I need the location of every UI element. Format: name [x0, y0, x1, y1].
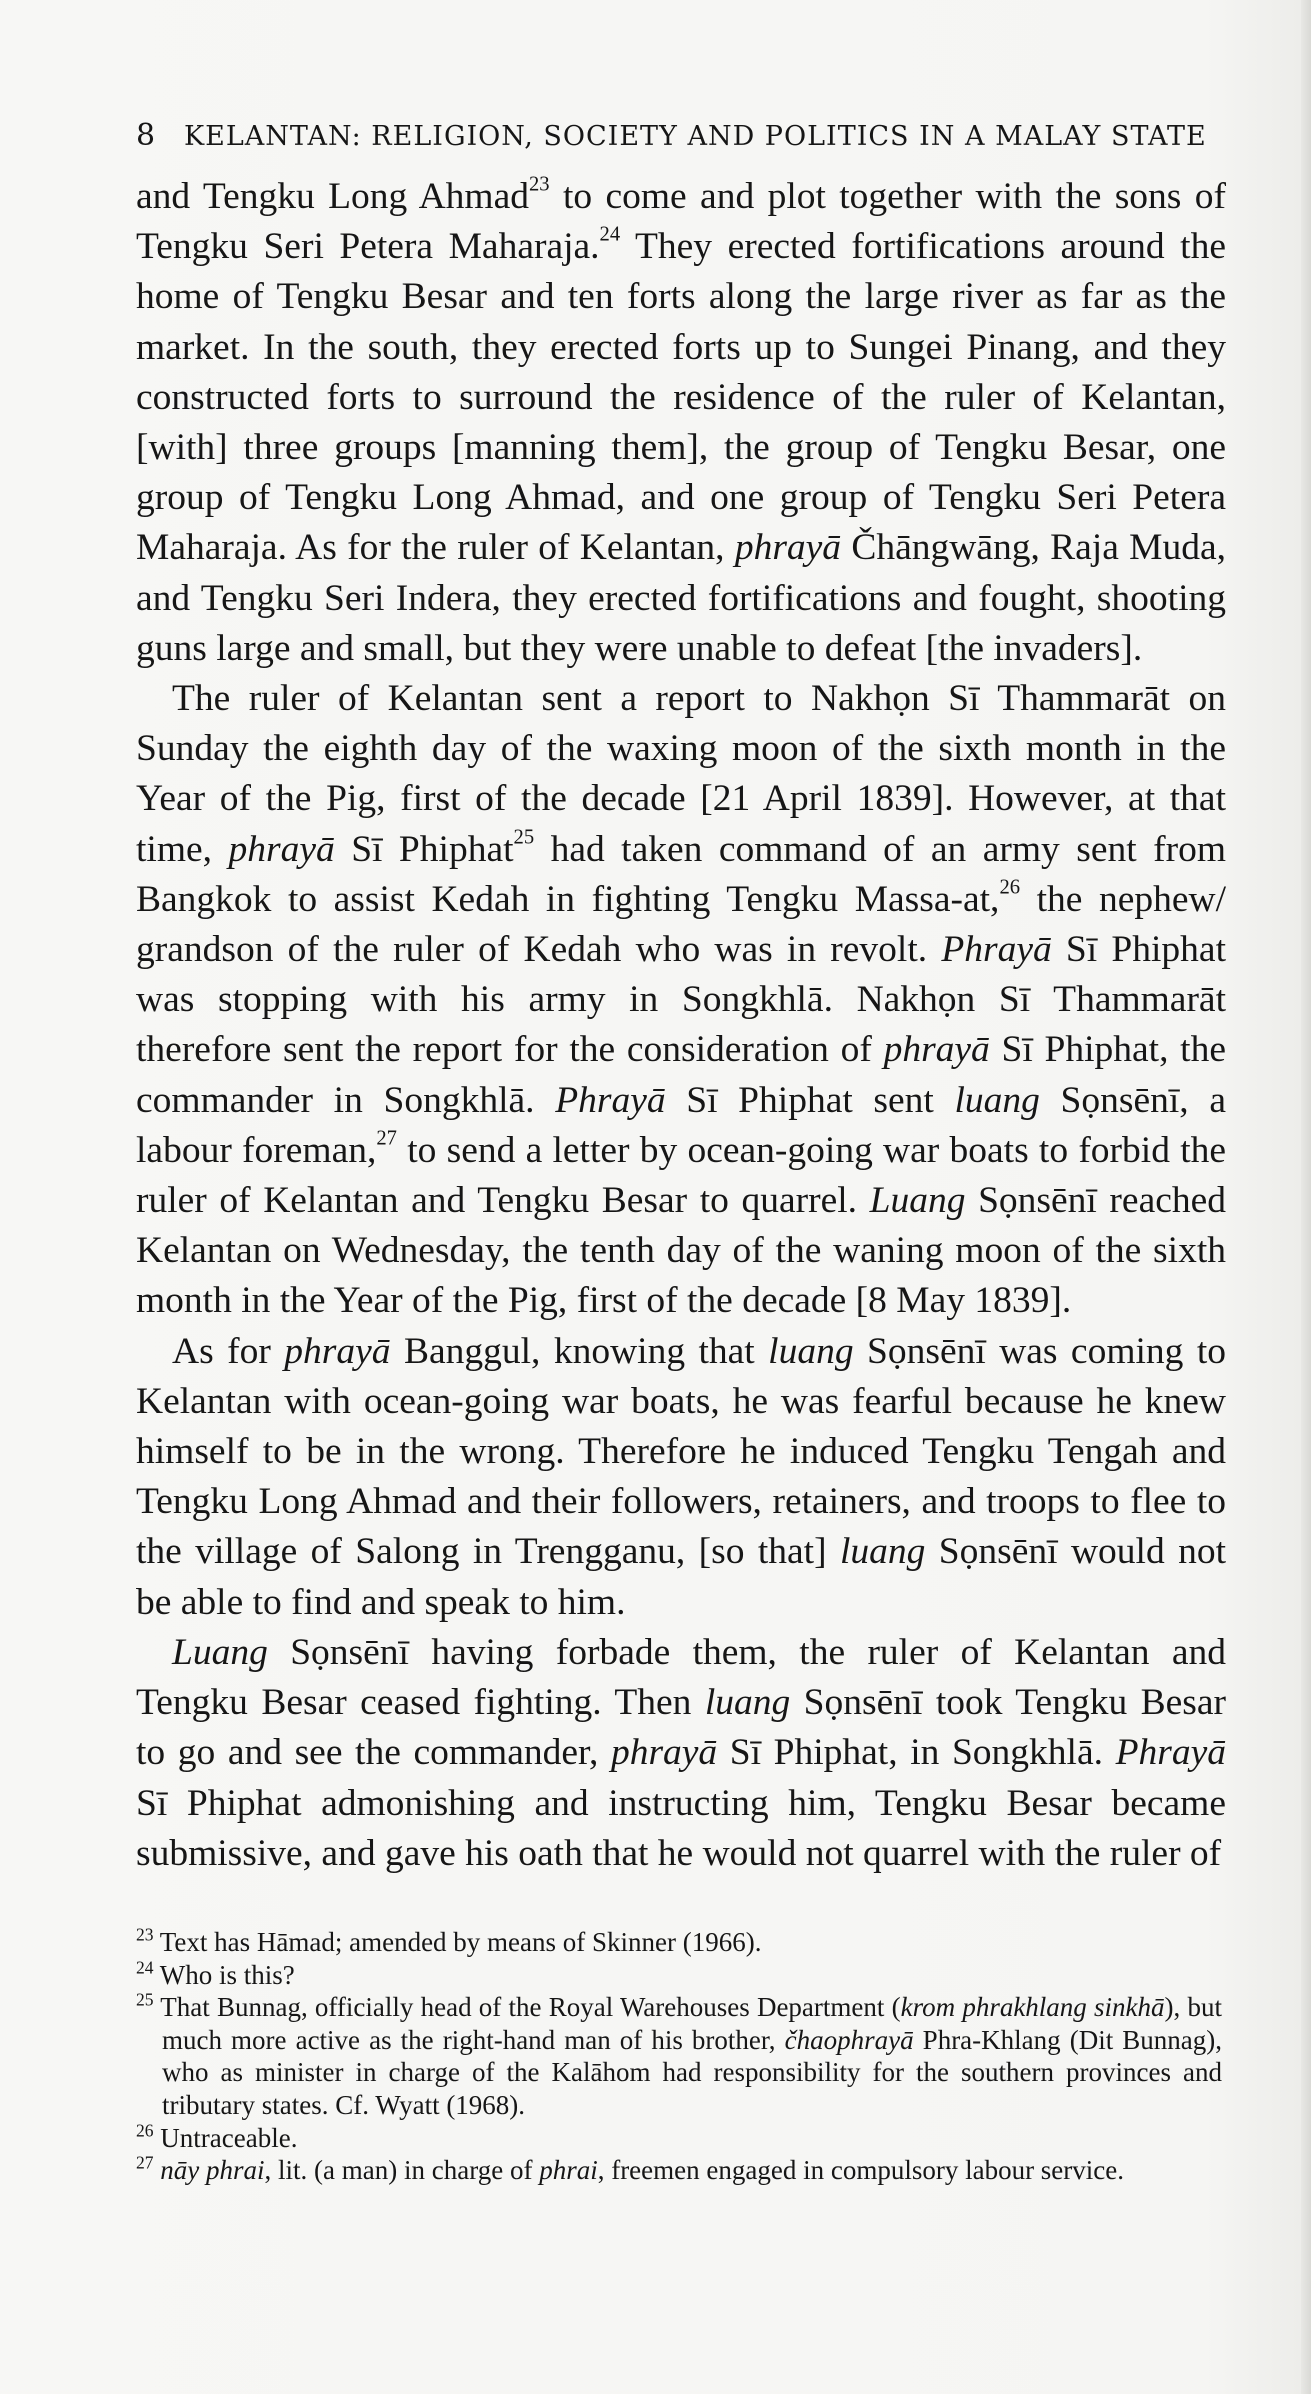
footnote-number: 25 [136, 1989, 154, 2010]
italic-term: phrayā [734, 527, 842, 569]
italic-term: čhaophrayā [784, 2024, 914, 2055]
text-run: Phra-Khlang (Dit Bunnag), who as minister in charge of the Kalāhom had responsibility for the southern provinces and tributary states. Cf. Wyatt (1968). [162, 2024, 1222, 2120]
italic-term: Phrayā [941, 929, 1052, 971]
text-run: Sī Phiphat was stopping with his army in Songkhlā. Nakhọn Sī Thammarāt therefore sent the report for the consideration of [136, 929, 1226, 1071]
text-run: Sọnsēnī reached Kelantan on Wednesday, the tenth day of the waning moon of the sixth month in the Year of the Pig, first of the decade [8 May 1839]. [136, 1180, 1226, 1322]
text-run: Sī Phiphat [334, 828, 514, 870]
text-run: Sọnsēnī was coming to Kelantan with ocean-going war boats, he was fearful because he knew himself to be in the wrong. Therefore he induced Tengku Tengah and Tengku Long Ahmad and their followers, retainers, and troops to flee to the village of Salong in Trengganu, [so that] [136, 1330, 1227, 1573]
italic-term: krom phrakhlang sinkhā [900, 1992, 1165, 2023]
text-run: the nephew/ grandson of the ruler of Kedah who was in revolt. [136, 878, 1226, 971]
text-run: Who is this? [159, 1959, 295, 1990]
page-number: 8 [136, 118, 157, 153]
text-run: and Tengku Long Ahmad [136, 176, 529, 217]
italic-term: Phrayā [1115, 1732, 1226, 1774]
text-run: Sọnsēnī would not be able to find and speak to him. [136, 1531, 1227, 1623]
text-run: Čhāngwāng, Raja Muda, and Tengku Seri Indera, they erected fortifications and fought, shooting guns large and small, but they were unable to defeat [the invaders]. [136, 527, 1226, 669]
italic-term: Luang [869, 1180, 966, 1222]
text-run: had taken command of an army sent from Bangkok to assist Kedah in fighting Tengku Massa-at, [136, 828, 1226, 920]
footnote-27 [136, 2154, 1222, 2187]
italic-term: luang [768, 1330, 854, 1372]
footnote-number: 26 [136, 2120, 154, 2141]
paragraph-1 [136, 172, 1226, 674]
footnote-number: 23 [136, 1924, 154, 1945]
italic-term: luang [704, 1682, 791, 1724]
footnote-24 [136, 1959, 1222, 1992]
footnote-ref-23: 23 [528, 173, 550, 196]
text-run: Banggul, knowing that [390, 1330, 769, 1372]
italic-term: Phrayā [555, 1079, 666, 1121]
italic-term: luang [954, 1079, 1040, 1121]
italic-term: phrayā [883, 1029, 990, 1071]
text-run: , freemen engaged in compulsory labour service. [597, 2155, 1125, 2186]
text-run: Text has Hāmad; amended by means of Skinner (1966). [159, 1927, 762, 1957]
footnote-25 [136, 1991, 1222, 2121]
italic-term: Luang [172, 1631, 268, 1673]
text-run: Sī Phiphat admonishing and instructing him, Tengku Besar became submissive, and gave his oath that he would not quarrel with the ruler of [136, 1782, 1226, 1874]
text-run: Sī Phiphat, the commander in Songkhlā. [136, 1029, 1226, 1121]
running-header [136, 118, 1207, 153]
italic-term: phrayā [228, 828, 335, 870]
paragraph-2 [136, 674, 1226, 1327]
text-run: Sī Phiphat sent [665, 1079, 955, 1121]
footnote-number: 24 [136, 1957, 154, 1978]
paragraph-4 [136, 1628, 1226, 1879]
page-edge-shadow [1301, 0, 1311, 2394]
footnotes [136, 1926, 1222, 2187]
footnote-26 [136, 2122, 1222, 2155]
italic-term: nāy phrai [160, 2155, 265, 2186]
text-run: They erected fortifications around the home of Tengku Besar and ten forts along the large river as far as the market. In the south, they erected forts up to Sungei Pinang, and they constructed forts to surround the residence of the ruler of Kelantan, [with] three groups [manning them], the group of Tengku Besar, one group of Tengku Long Ahmad, and one group of Tengku Seri Petera Maharaja. As for the ruler of Kelantan, [136, 226, 1226, 569]
body-text [136, 172, 1226, 1879]
text-run: Sọnsēnī took Tengku Besar to go and see the commander, [136, 1682, 1226, 1774]
italic-term: phrayā [284, 1330, 391, 1372]
footnote-ref-24: 24 [599, 223, 621, 246]
footnote-ref-25: 25 [513, 826, 535, 849]
footnote-ref-26: 26 [999, 876, 1021, 899]
text-run: As for [172, 1330, 285, 1372]
italic-term: luang [839, 1531, 926, 1573]
italic-term: phrayā [610, 1732, 718, 1774]
text-run: Untraceable. [160, 2122, 298, 2153]
text-run: to come and plot together with the sons of Tengku Seri Petera Maharaja. [136, 176, 1226, 268]
running-title: KELANTAN: RELIGION, SOCIETY AND POLITICS IN A MALAY STATE [184, 121, 1207, 152]
text-run: , lit. (a man) in charge of [264, 2155, 540, 2186]
text-run: to send a letter by ocean-going war boats to forbid the ruler of Kelantan and Tengku Besar to quarrel. [136, 1129, 1227, 1222]
text-run: That Bunnag, officially head of the Royal Warehouses Department ( [160, 1992, 901, 2023]
paragraph-3 [136, 1327, 1226, 1628]
italic-term: phrai [539, 2155, 598, 2186]
footnote-number: 27 [136, 2152, 154, 2173]
footnote-23 [136, 1926, 1222, 1959]
text-run: The ruler of Kelantan sent a report to Nakhọn Sī Thammarāt on Sunday the eighth day of the waxing moon of the sixth month in the Year of the Pig, first of the decade [21 April 1839]. However, at that time, [136, 678, 1226, 870]
text-run: Sọnsēnī having forbade them, the ruler of Kelantan and Tengku Besar ceased fighting. Then [136, 1631, 1226, 1724]
text-run: Sọnsēnī, a labour foreman, [136, 1079, 1226, 1171]
footnote-ref-27: 27 [376, 1127, 397, 1150]
text-run: ), but much more active as the right-hand man of his brother, [162, 1992, 1222, 2055]
text-run: Sī Phiphat, in Songkhlā. [717, 1732, 1116, 1774]
